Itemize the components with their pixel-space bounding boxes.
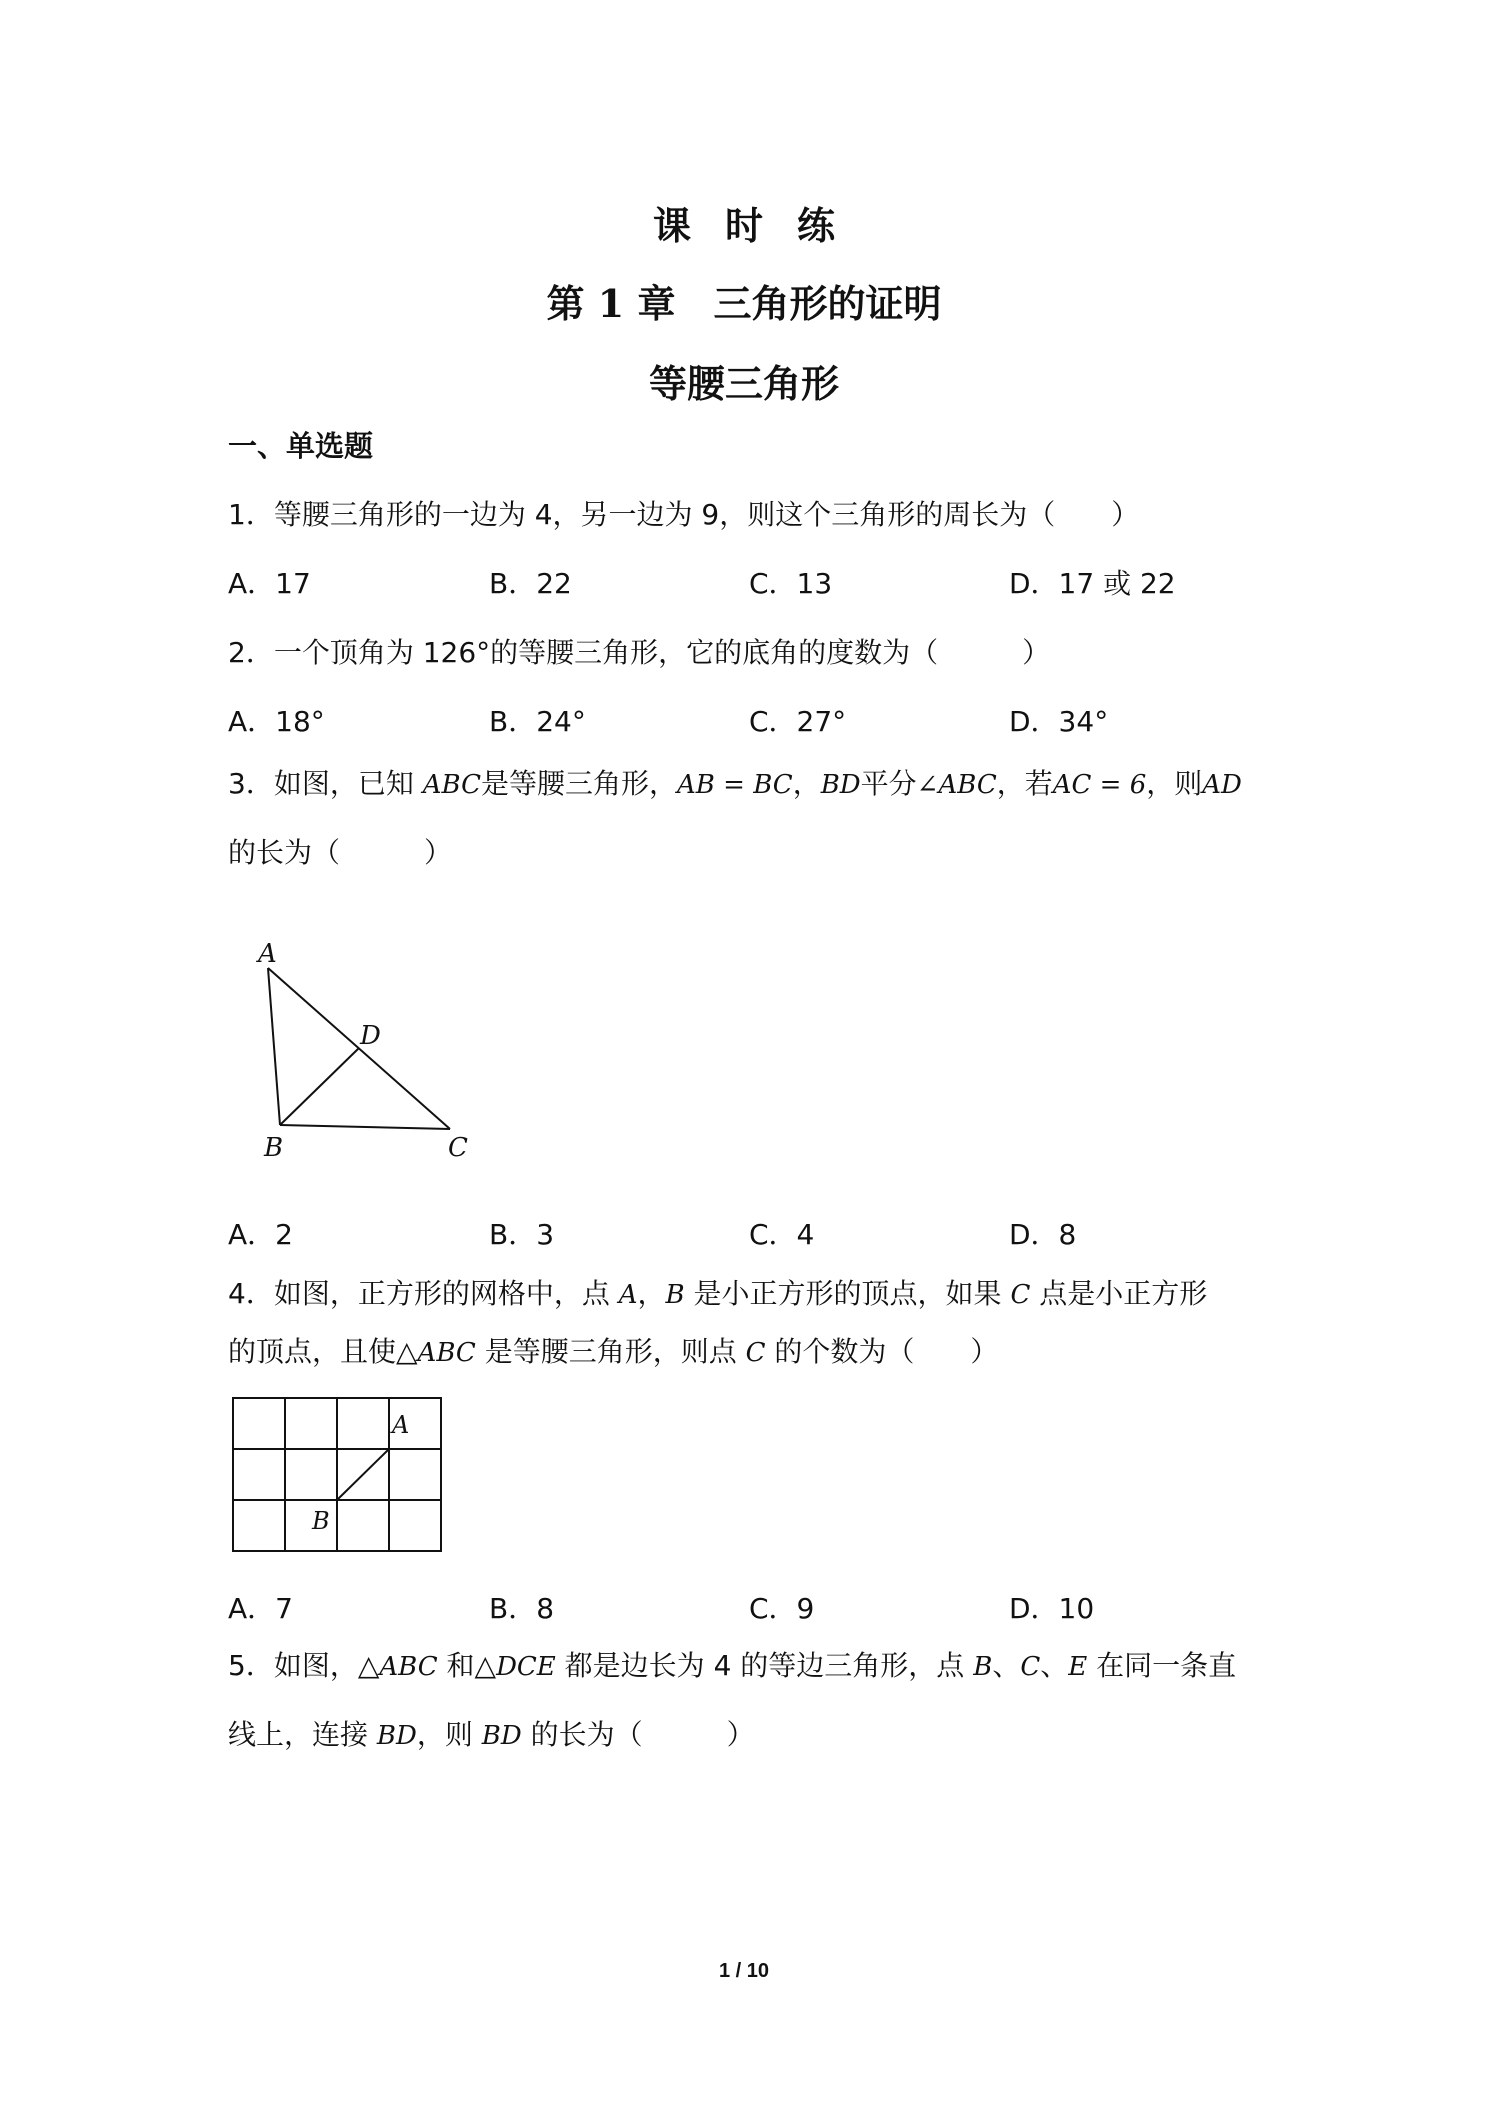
q1-option-c: C．13 bbox=[749, 567, 833, 600]
q3-option-a: A．2 bbox=[228, 1218, 293, 1251]
question-4-line-1: 4．如图，正方形的网格中，点 A，B 是小正方形的顶点，如果 C 点是小正方形 bbox=[228, 1277, 1208, 1310]
topic-title: 等腰三角形 bbox=[648, 361, 839, 406]
q4-option-b: B．8 bbox=[489, 1592, 555, 1625]
section-heading: 一、单选题 bbox=[228, 429, 374, 463]
triangle-figure bbox=[250, 920, 480, 1170]
segment-ab bbox=[268, 968, 280, 1125]
q4-option-a: A．7 bbox=[228, 1592, 293, 1625]
question-1-text: 1．等腰三角形的一边为 4，另一边为 9，则这个三角形的周长为（ ） bbox=[228, 498, 1140, 531]
q3-option-c: C．4 bbox=[749, 1218, 815, 1251]
chapter-title: 第 1 章 三角形的证明 bbox=[546, 281, 942, 326]
label-d: D bbox=[360, 1021, 381, 1051]
question-3-line-1: 3．如图，已知 ABC是等腰三角形，AB = BC，BD平分∠ABC，若AC = 6，则AD bbox=[228, 767, 1242, 800]
q4-option-c: C．9 bbox=[749, 1592, 815, 1625]
question-5-line-1: 5．如图，△ABC 和△DCE 都是边长为 4 的等边三角形，点 B、C、E 在同一条直 bbox=[228, 1649, 1237, 1682]
q1-option-d: D．17 或 22 bbox=[1009, 567, 1176, 600]
label-b: B bbox=[312, 1507, 330, 1535]
q1-option-b: B．22 bbox=[489, 567, 572, 600]
q2-option-a: A．18° bbox=[228, 705, 325, 738]
label-a: A bbox=[392, 1411, 410, 1439]
page-number: 1 / 10 bbox=[718, 1960, 770, 1982]
q2-option-d: D．34° bbox=[1009, 705, 1109, 738]
label-c: C bbox=[448, 1133, 468, 1163]
segment-bd bbox=[280, 1048, 359, 1125]
grid-figure bbox=[228, 1393, 448, 1553]
label-b: B bbox=[264, 1133, 284, 1163]
q3-option-d: D．8 bbox=[1009, 1218, 1077, 1251]
q3-option-b: B．3 bbox=[489, 1218, 555, 1251]
page-title: 课时练 bbox=[652, 203, 869, 248]
question-3-line-2: 的长为（ ） bbox=[228, 836, 453, 869]
question-5-line-2: 线上，连接 BD，则 BD 的长为（ ） bbox=[228, 1718, 755, 1751]
question-4-line-2: 的顶点，且使△ABC 是等腰三角形，则点 C 的个数为（ ） bbox=[228, 1335, 999, 1368]
segment-ab bbox=[337, 1449, 389, 1500]
q2-option-b: B．24° bbox=[489, 705, 586, 738]
q1-option-a: A．17 bbox=[228, 567, 311, 600]
q2-option-c: C．27° bbox=[749, 705, 847, 738]
question-2-text: 2．一个顶角为 126°的等腰三角形，它的底角的度数为（ ） bbox=[228, 636, 1051, 669]
label-a: A bbox=[258, 939, 277, 969]
segment-bc bbox=[280, 1125, 450, 1129]
q4-option-d: D．10 bbox=[1009, 1592, 1095, 1625]
